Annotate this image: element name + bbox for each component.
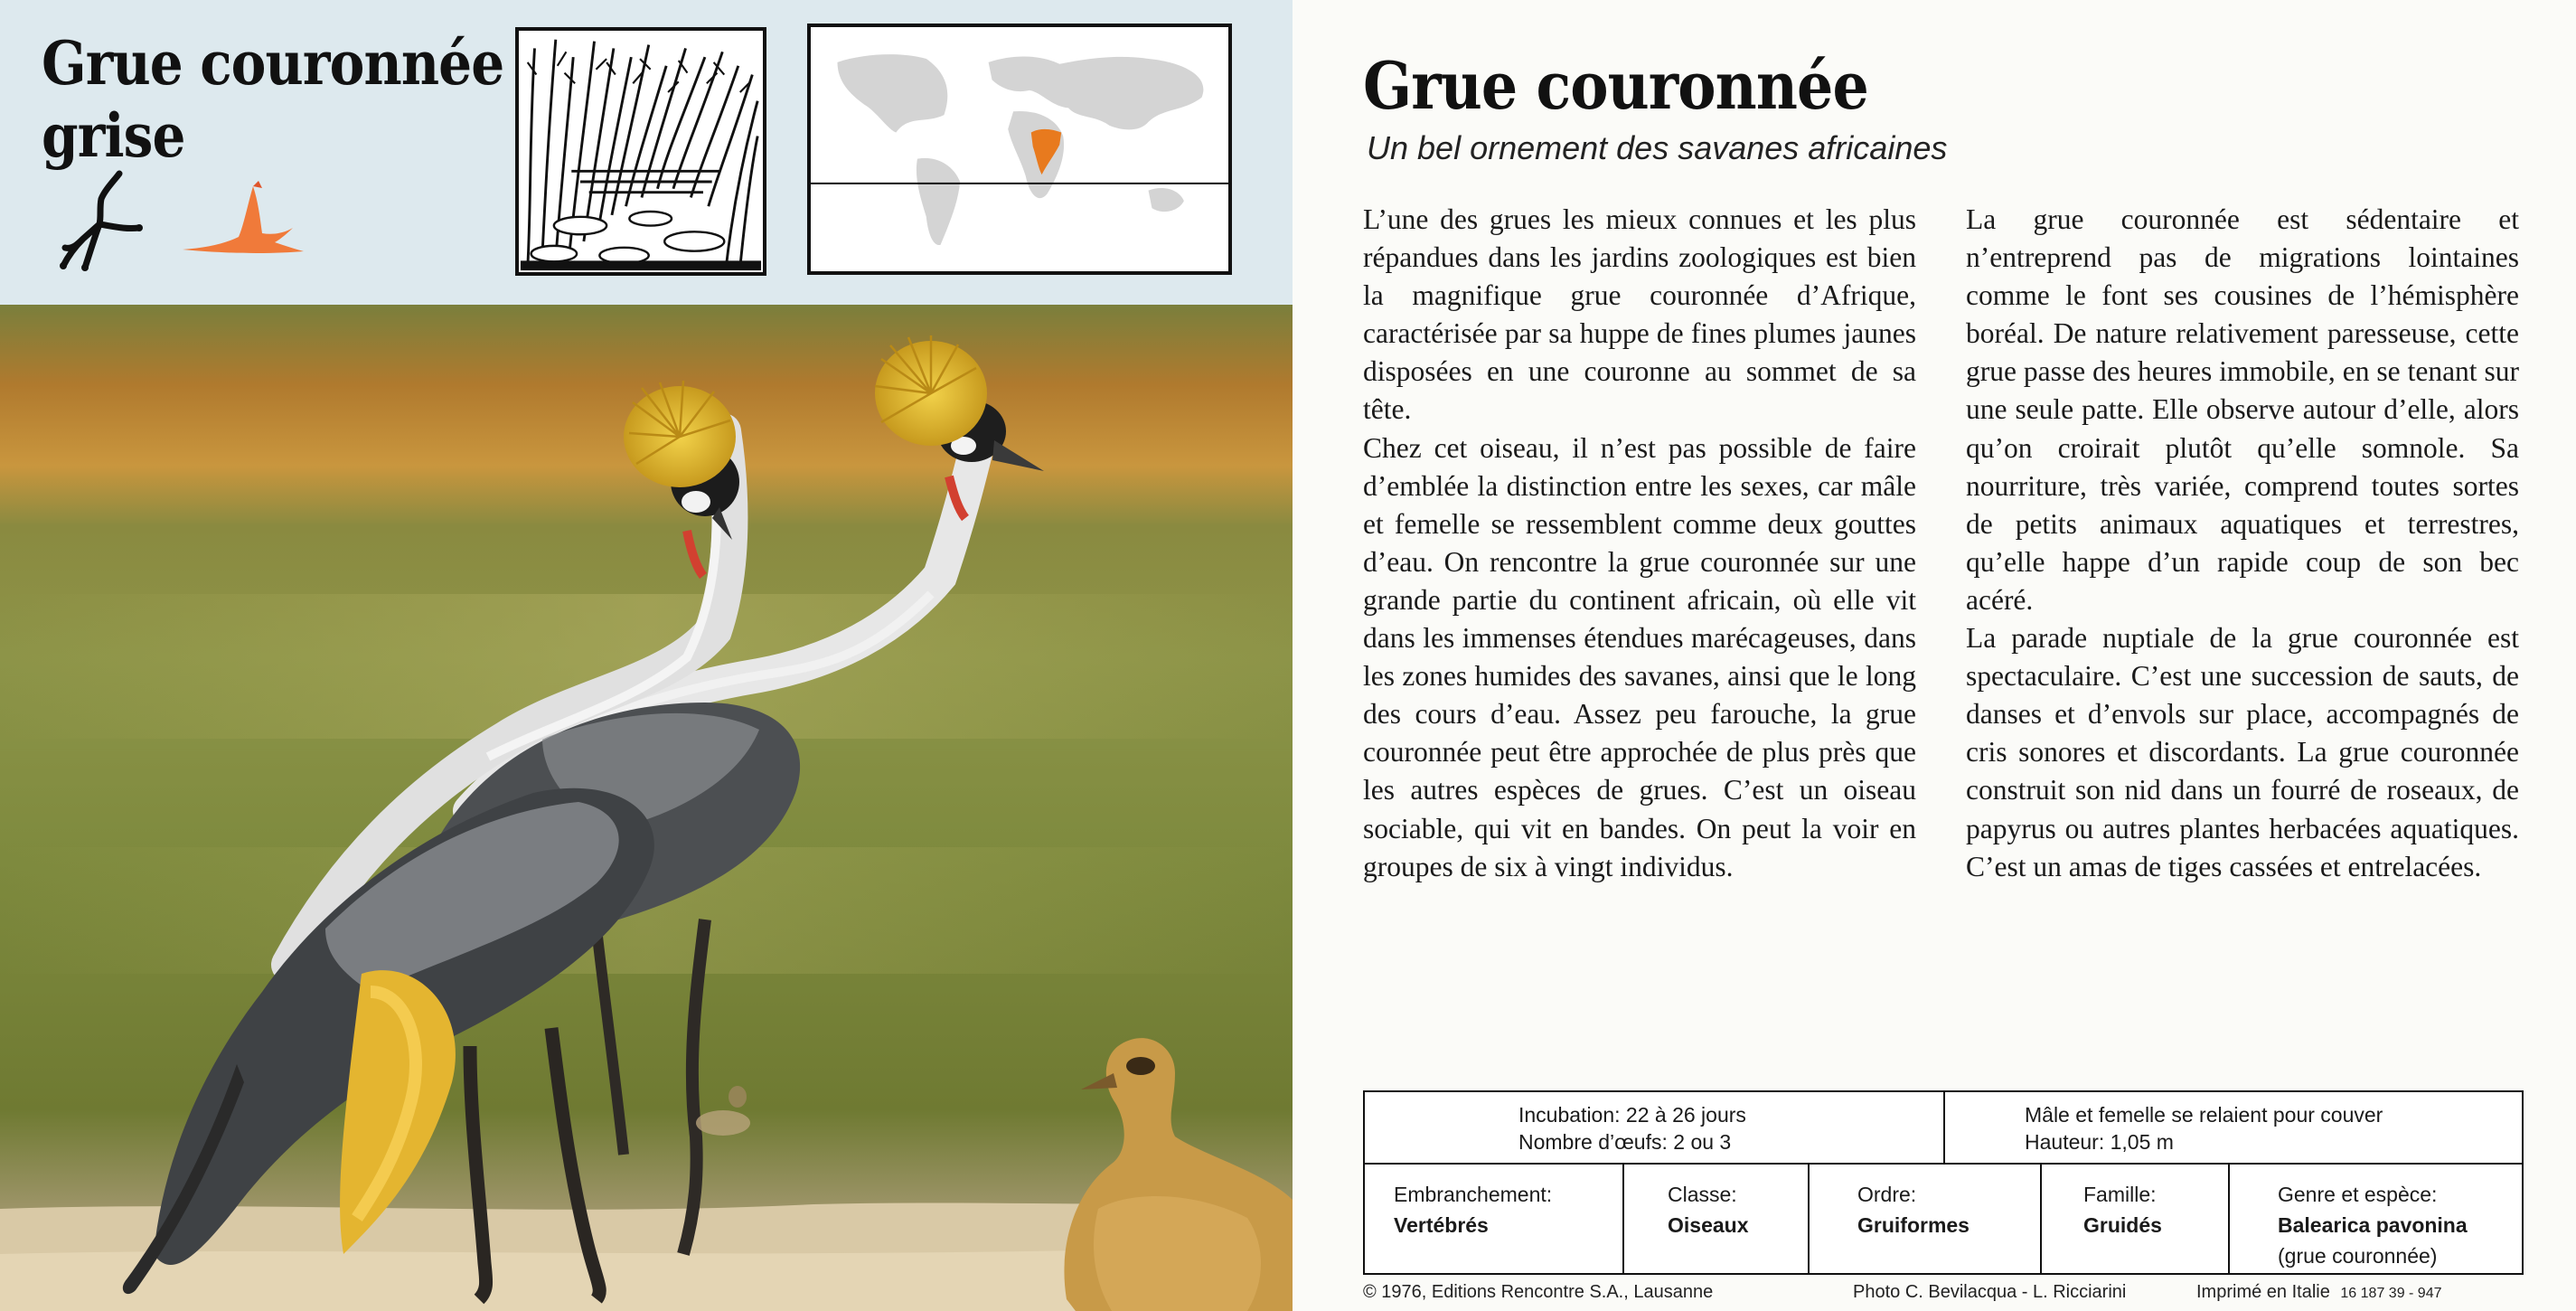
- paragraph: Chez cet oiseau, il n’est pas possible de faire d’emblée la distinction entre les sexes, car mâle et femelle se ressemblent comme deux gouttes d’eau. On rencontre la grue couronnée sur une grande partie du continent africain, où elle vit dans les immenses étendues marécageuses, dans les zones humides des savanes, ainsi que le long des cours d’eau. Assez peu farouche, la grue couronnée peut être approchée de plus près que les autres espèces de grues. C’est un oiseau sociable, qui vit en bandes. On peut la voir en groupes de six à vingt individus.: [1363, 431, 1916, 882]
- taxonomy-order: [1857, 1179, 1970, 1240]
- card-title-line1: Grue couronnée: [42, 28, 504, 99]
- breeding-facts: [1518, 1101, 1746, 1155]
- divider: [1808, 1163, 1810, 1273]
- divider: [2040, 1163, 2042, 1273]
- incubation-text: Incubation: 22 à 26 jours: [1518, 1103, 1746, 1127]
- print-info: [2196, 1282, 2442, 1303]
- foot-icon: [45, 168, 154, 277]
- printed-text: Imprimé en Italie: [2196, 1282, 2330, 1302]
- taxonomy-label: Genre et espèce:: [2278, 1183, 2438, 1206]
- article-title: Grue couronnée: [1363, 47, 1868, 124]
- flying-bird-icon: [179, 179, 306, 260]
- paragraph: L’une des grues les mieux connues et les plus répandues dans les jardins zoologiques est bien la magnifique grue couronnée d’Afrique, caractérisée par sa huppe de fines plumes jaunes disposées en une couronne au sommet de sa tête.: [1363, 203, 1916, 426]
- divider: [2228, 1163, 2230, 1273]
- text-column-1: [1363, 201, 1916, 886]
- taxonomy-label: Famille:: [2083, 1183, 2157, 1206]
- divider: [1622, 1163, 1624, 1273]
- brooding-text: Mâle et femelle se relaient pour couver: [2025, 1103, 2383, 1127]
- taxonomy-family: [2083, 1179, 2162, 1240]
- text-column-2: [1966, 201, 2519, 886]
- paragraph: La grue couronnée est sédentaire et n’entreprend pas de migrations lointaines comme le font ses cousines de l’hémisphère boréal. De nature relativement paresseuse, cette grue passe des heures immobile, en se tenant sur une seule patte. Elle observe autour d’elle, alors qu’on croirait plutôt qu’elle somnole. Sa nourriture, très variée, comprend toutes sortes de petits animaux aquatiques et terrestres, qu’elle happe d’un rapide coup de son bec acéré.: [1966, 203, 2519, 616]
- card-title: [42, 27, 503, 172]
- taxonomy-value: Vertébrés: [1394, 1213, 1489, 1237]
- paragraph: La parade nuptiale de la grue couronnée est spectaculaire. C’est une succession de sauts, de danses et d’envols sur place, accompagnés de cris sonores et discordants. La grue couronnée construit son nid dans un fourré de roseaux, de papyrus ou autres plantes herbacées aquatiques. C’est un amas de tiges cassées et entrelacées.: [1966, 622, 2519, 882]
- taxonomy-value: Balearica pavonina: [2278, 1213, 2468, 1237]
- taxonomy-note: (grue couronnée): [2278, 1244, 2438, 1268]
- taxonomy-label: Embranchement:: [1394, 1183, 1553, 1206]
- print-code: 16 187 39 - 947: [2340, 1286, 2442, 1301]
- taxonomy-label: Ordre:: [1857, 1183, 1917, 1206]
- taxonomy-value: Gruidés: [2083, 1213, 2162, 1237]
- crowned-cranes-photo: [0, 305, 1293, 1311]
- card-title-line2: grise: [42, 100, 185, 171]
- photo-credit: Photo C. Bevilacqua - L. Ricciarini: [1853, 1282, 2127, 1302]
- marsh-habitat-icon: [515, 27, 766, 276]
- right-panel: [1293, 0, 2576, 1311]
- taxonomy-species: [2278, 1179, 2468, 1271]
- size-facts: [2025, 1101, 2383, 1155]
- copyright-text: © 1976, Editions Rencontre S.A., Lausanne: [1363, 1282, 1714, 1302]
- taxonomy-class: [1668, 1179, 1749, 1240]
- taxonomy-value: Oiseaux: [1668, 1213, 1749, 1237]
- taxonomy-value: Gruiformes: [1857, 1213, 1970, 1237]
- divider: [1943, 1092, 1945, 1163]
- height-text: Hauteur: 1,05 m: [2025, 1130, 2174, 1154]
- taxonomy-label: Classe:: [1668, 1183, 1737, 1206]
- info-box: [1363, 1090, 2524, 1275]
- card-header: [0, 0, 1293, 305]
- info-row-facts: [1365, 1092, 2522, 1165]
- distribution-map-icon: [807, 24, 1232, 275]
- eggs-text: Nombre d’œufs: 2 ou 3: [1518, 1130, 1732, 1154]
- article-subtitle: Un bel ornement des savanes africaines: [1367, 129, 1948, 166]
- taxonomy-phylum: [1394, 1179, 1552, 1240]
